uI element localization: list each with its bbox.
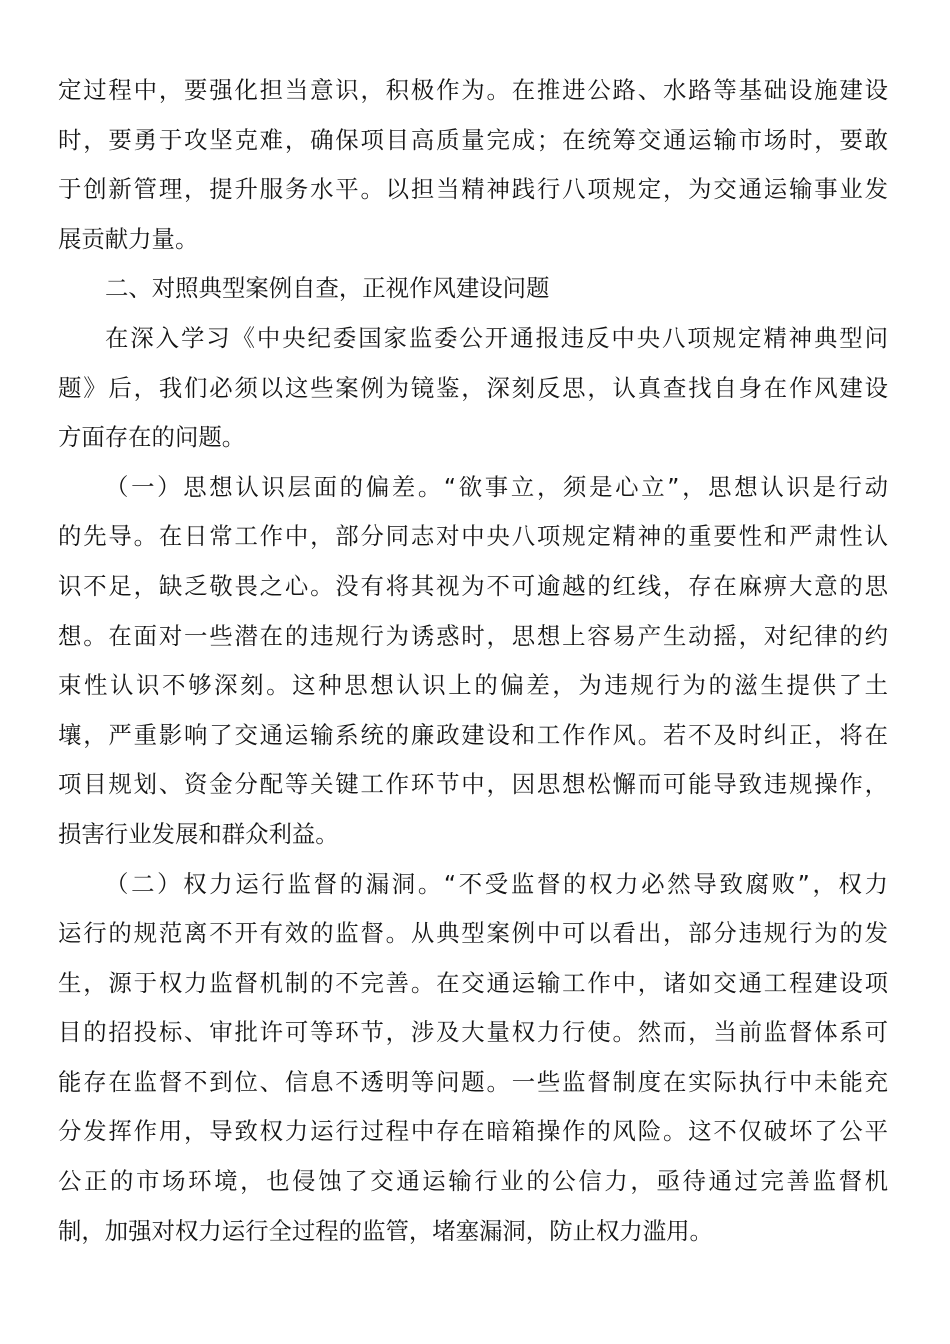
- paragraph-first-line: 在深入学习《中央纪委国家监委公开通报违反中央八项规定精神典型问: [105, 323, 888, 352]
- subsection-heading-line: （二）权力运行监督的漏洞。“不受监督的权力必然导致腐败”，权力: [105, 869, 888, 898]
- section-heading: 二、对照典型案例自查，正视作风建设问题: [105, 274, 550, 303]
- text-line: 公正的市场环境，也侵蚀了交通运输行业的公信力，亟待通过完善监督机: [58, 1167, 888, 1196]
- text-line: 时，要勇于攻坚克难，确保项目高质量完成；在统筹交通运输市场时，要敢: [58, 125, 888, 154]
- text-line: 能存在监督不到位、信息不透明等问题。一些监督制度在实际执行中未能充: [58, 1067, 888, 1096]
- text-line: 壤，严重影响了交通运输系统的廉政建设和工作作风。若不及时纠正，将在: [58, 720, 888, 749]
- text-line: 题》后，我们必须以这些案例为镜鉴，深刻反思，认真查找自身在作风建设: [58, 373, 888, 402]
- text-line: 方面存在的问题。: [58, 423, 246, 452]
- text-line: 分发挥作用，导致权力运行过程中存在暗箱操作的风险。这不仅破坏了公平: [58, 1117, 888, 1146]
- subsection-heading-line: （一）思想认识层面的偏差。“欲事立，须是心立”，思想认识是行动: [105, 472, 888, 501]
- text-line: 于创新管理，提升服务水平。以担当精神践行八项规定，为交通运输事业发: [58, 175, 888, 204]
- text-line: 制，加强对权力运行全过程的监管，堵塞漏洞，防止权力滥用。: [58, 1216, 713, 1245]
- document-body: [58, 66, 888, 1256]
- text-line: 识不足，缺乏敬畏之心。没有将其视为不可逾越的红线，存在麻痹大意的思: [58, 571, 888, 600]
- text-line: 束性认识不够深刻。这种思想认识上的偏差，为违规行为的滋生提供了土: [58, 671, 888, 700]
- text-line: 的先导。在日常工作中，部分同志对中央八项规定精神的重要性和严肃性认: [58, 522, 888, 551]
- text-line: 想。在面对一些潜在的违规行为诱惑时，思想上容易产生动摇，对纪律的约: [58, 621, 888, 650]
- text-line: 展贡献力量。: [58, 224, 199, 253]
- text-line: 生，源于权力监督机制的不完善。在交通运输工作中，诸如交通工程建设项: [58, 968, 888, 997]
- text-line: 运行的规范离不开有效的监督。从典型案例中可以看出，部分违规行为的发: [58, 919, 888, 948]
- text-line: 项目规划、资金分配等关键工作环节中，因思想松懈而可能导致违规操作，: [58, 770, 888, 799]
- text-line: 定过程中，要强化担当意识，积极作为。在推进公路、水路等基础设施建设: [58, 76, 888, 104]
- text-line: 损害行业发展和群众利益。: [58, 819, 339, 848]
- text-line: 目的招投标、审批许可等环节，涉及大量权力行使。然而，当前监督体系可: [58, 1018, 888, 1047]
